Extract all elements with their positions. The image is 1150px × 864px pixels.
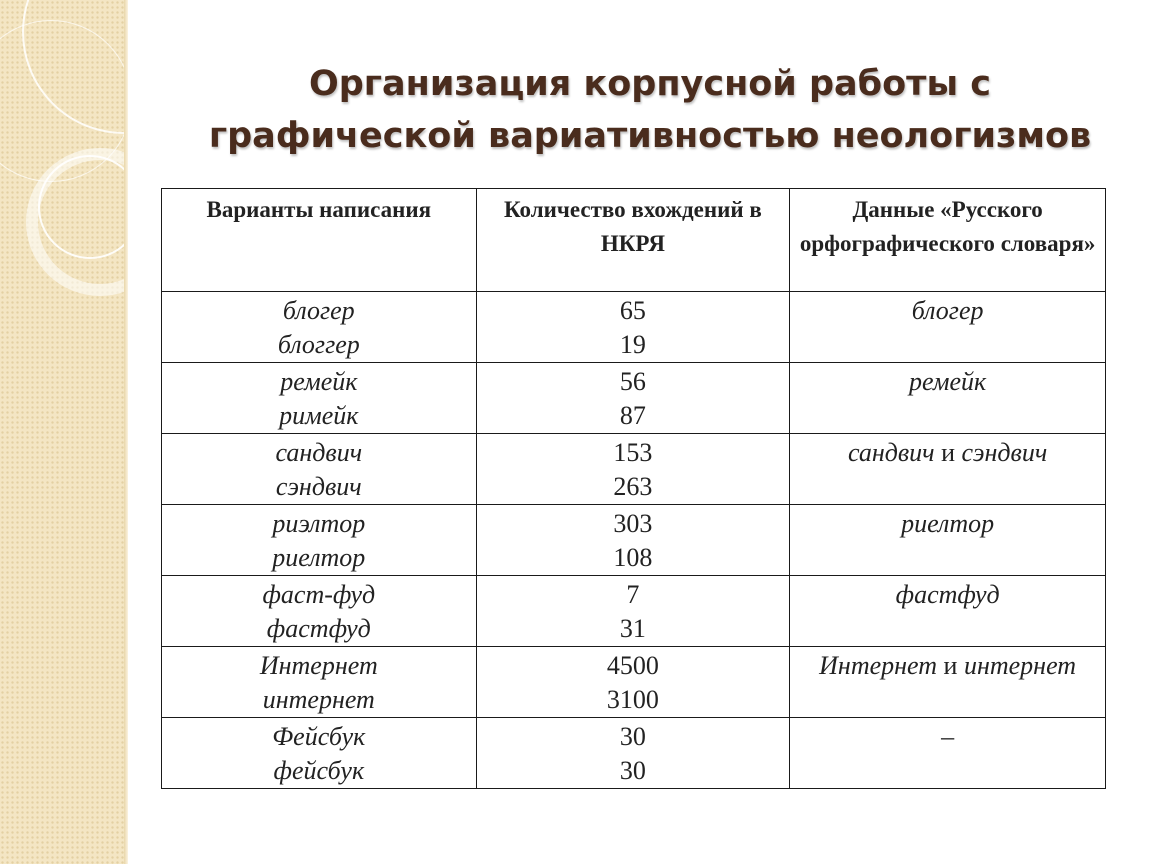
variant-spelling: ремейк [280, 367, 358, 396]
header-dictionary-line: Данные «Русского [852, 197, 1043, 222]
table-row [162, 576, 1106, 647]
table-row [162, 292, 1106, 363]
header-counts-line: вхождений в НКРЯ [600, 197, 762, 256]
dictionary-cell [790, 718, 1106, 789]
variant-spelling: фастфуд [266, 614, 371, 643]
occurrence-count: 303 [613, 509, 653, 538]
variants-cell [162, 718, 477, 789]
occurrence-count: 31 [619, 614, 646, 643]
header-dictionary-line: орфографического [799, 231, 995, 256]
variants-cell [162, 292, 477, 363]
occurrence-count: 30 [619, 722, 646, 751]
table-row [162, 434, 1106, 505]
counts-cell [476, 434, 790, 505]
variants-cell [162, 434, 477, 505]
dictionary-cell [790, 434, 1106, 505]
variant-spelling: интернет [262, 685, 375, 714]
dictionary-entry: интернет [963, 651, 1077, 680]
variant-spelling: риелтор [272, 543, 366, 572]
dictionary-cell [790, 647, 1106, 718]
dictionary-conjunction: и [941, 438, 955, 467]
counts-cell [476, 647, 790, 718]
variant-spelling: блогер [282, 296, 355, 325]
occurrence-count: 65 [619, 296, 646, 325]
occurrence-count: 263 [613, 472, 653, 501]
variant-spelling: блоггер [277, 330, 360, 359]
variant-spelling: фаст-фуд [262, 580, 376, 609]
occurrence-count: 4500 [606, 651, 659, 680]
variants-cell [162, 505, 477, 576]
occurrence-count: 3100 [606, 685, 659, 714]
table-header-row [162, 189, 1106, 292]
slide-title [170, 58, 1130, 162]
counts-cell [476, 505, 790, 576]
counts-cell [476, 292, 790, 363]
table-row [162, 718, 1106, 789]
variant-spelling: Интернет [259, 651, 378, 680]
header-counts [476, 189, 790, 292]
variant-spelling: фейсбук [273, 756, 365, 785]
variant-spelling: сэндвич [275, 472, 362, 501]
dictionary-cell [790, 363, 1106, 434]
dictionary-conjunction: и [943, 651, 958, 680]
counts-cell [476, 576, 790, 647]
dictionary-entry: сандвич [847, 438, 935, 467]
dictionary-entry: сэндвич [961, 438, 1048, 467]
neologisms-table [161, 188, 1106, 789]
variant-spelling: Фейсбук [272, 722, 366, 751]
table-row [162, 505, 1106, 576]
header-dictionary [790, 189, 1106, 292]
dictionary-entry: ремейк [909, 367, 987, 396]
counts-cell [476, 718, 790, 789]
occurrence-count: 30 [619, 756, 646, 785]
header-variants: Варианты написания [162, 189, 477, 292]
table-row [162, 363, 1106, 434]
occurrence-count: 87 [619, 401, 646, 430]
occurrence-count: 19 [619, 330, 646, 359]
decorative-side-strip [0, 0, 126, 864]
header-counts-line: Количество [504, 197, 626, 222]
dictionary-entry: блогер [911, 296, 984, 325]
variant-spelling: риэлтор [272, 509, 366, 538]
counts-cell [476, 363, 790, 434]
dictionary-entry: риелтор [901, 509, 995, 538]
variants-cell [162, 363, 477, 434]
dictionary-entry: фастфуд [895, 580, 1000, 609]
occurrence-count: 108 [613, 543, 653, 572]
variant-spelling: сандвич [275, 438, 363, 467]
occurrence-count: 153 [613, 438, 653, 467]
occurrence-count: 7 [626, 580, 640, 609]
header-dictionary-line: словаря» [1000, 231, 1096, 256]
occurrence-count: 56 [619, 367, 646, 396]
slide-title-line-2: графической вариативностью неологизмов [208, 116, 1092, 156]
slide-title-line-1: Организация корпусной работы с [308, 64, 992, 104]
variant-spelling: римейк [279, 401, 359, 430]
dictionary-cell [790, 505, 1106, 576]
side-strip-edge [124, 0, 128, 864]
variants-cell [162, 576, 477, 647]
dictionary-entry: Интернет [819, 651, 938, 680]
variants-cell [162, 647, 477, 718]
dictionary-entry-dash: – [941, 722, 955, 751]
dictionary-cell [790, 292, 1106, 363]
table-row [162, 647, 1106, 718]
dictionary-cell [790, 576, 1106, 647]
